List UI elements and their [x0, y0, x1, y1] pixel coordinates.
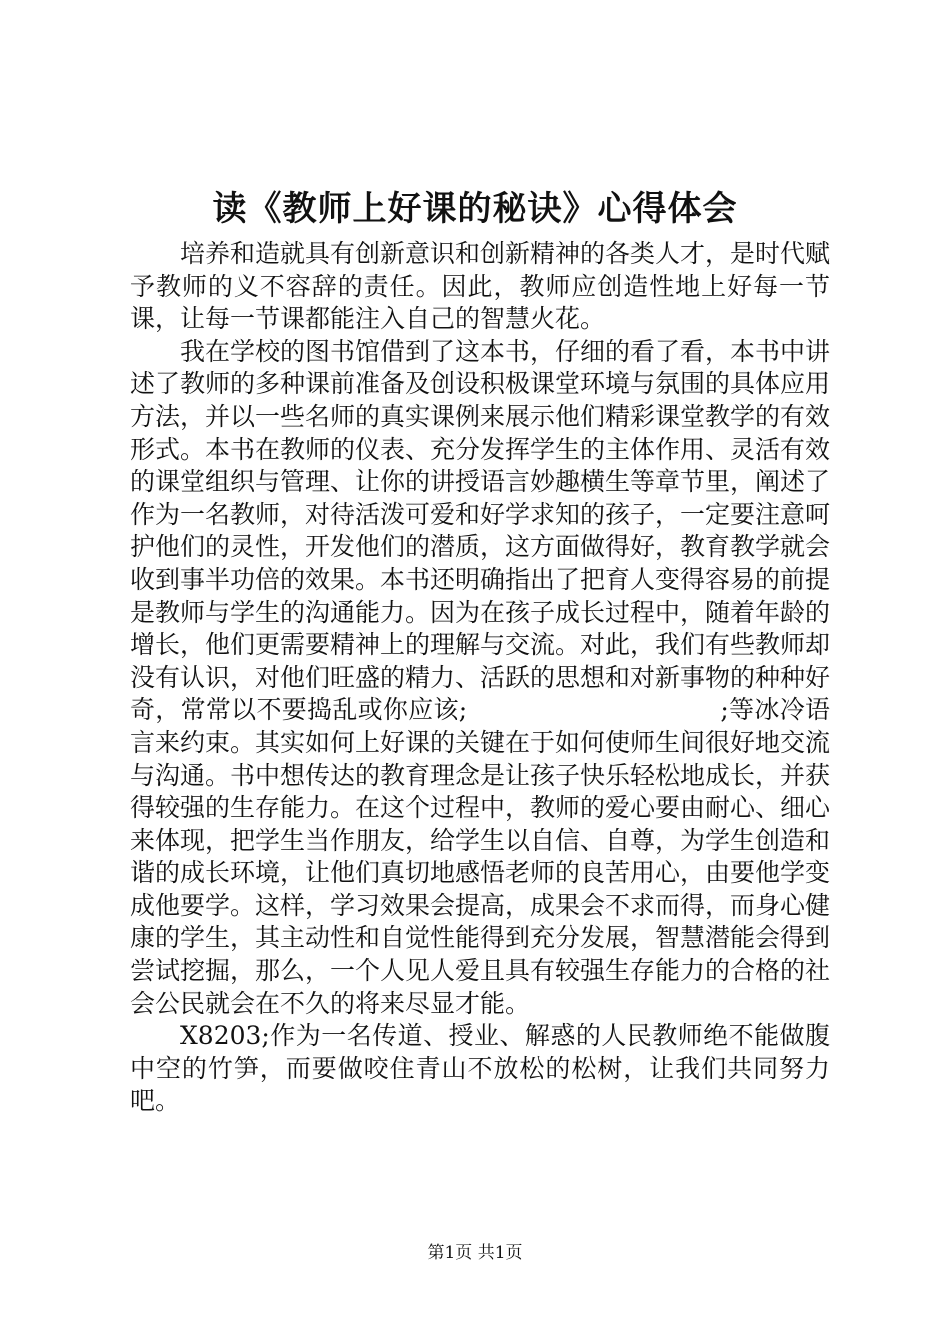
- paragraph-1: 培养和造就具有创新意识和创新精神的各类人才，是时代赋予教师的义不容辞的责任。因此，教师应创造性地上好每一节课，让每一节课都能注入自己的智慧火花。: [130, 239, 831, 334]
- paragraph-2: 我在学校的图书馆借到了这本书，仔细的看了看，本书中讲述了教师的多种课前准备及创设积极课堂环境与氛围的具体应用方法，并以一些名师的真实课例来展示他们精彩课堂教学的有效形式。本书在教师的仪表、充分发挥学生的主体作用、灵活有效的课堂组织与管理、让你的讲授语言妙趣横生等章节里，阐述了作为一名教师，对待活泼可爱和好学求知的孩子，一定要注意呵护他们的灵性，开发他们的潜质，这方面做得好，教育教学就会收到事半功倍的效果。本书还明确指出了把育人变得容易的前提是教师与学生的沟通能力。因为在孩子成长过程中，随着年龄的增长，他们更需要精神上的理解与交流。对此，我们有些教师却没有认识，对他们旺盛的精力、活跃的思想和对新事物的种种好奇，常常以不要捣乱或你应该; ;等冰冷语言来约束。其实如何上好课的关键在于如何使师生间很好地交流与沟通。书中想传达的教育理念是让孩子快乐轻松地成长，并获得较强的生存能力。在这个过程中，教师的爱心要由耐心、细心来体现，把学生当作朋友，给学生以自信、自尊，为学生创造和谐的成长环境，让他们真切地感悟老师的良苦用心，由要他学变成他要学。这样，学习效果会提高，成果会不求而得，而身心健康的学生，其主动性和自觉性能得到充分发展，智慧潜能会得到尝试挖掘，那么，一个人见人爱且具有较强生存能力的合格的社会公民就会在不久的将来尽显才能。: [130, 336, 831, 1018]
- page-number-footer: 第1页 共1页: [427, 1243, 523, 1263]
- document-title: 读《教师上好课的秘诀》心得体会: [212, 189, 738, 229]
- document-body: [130, 238, 830, 1118]
- paragraph-3: X8203;作为一名传道、授业、解惑的人民教师绝不能做腹中空的竹笋，而要做咬住青山不放松的松树，让我们共同努力吧。: [130, 1021, 830, 1116]
